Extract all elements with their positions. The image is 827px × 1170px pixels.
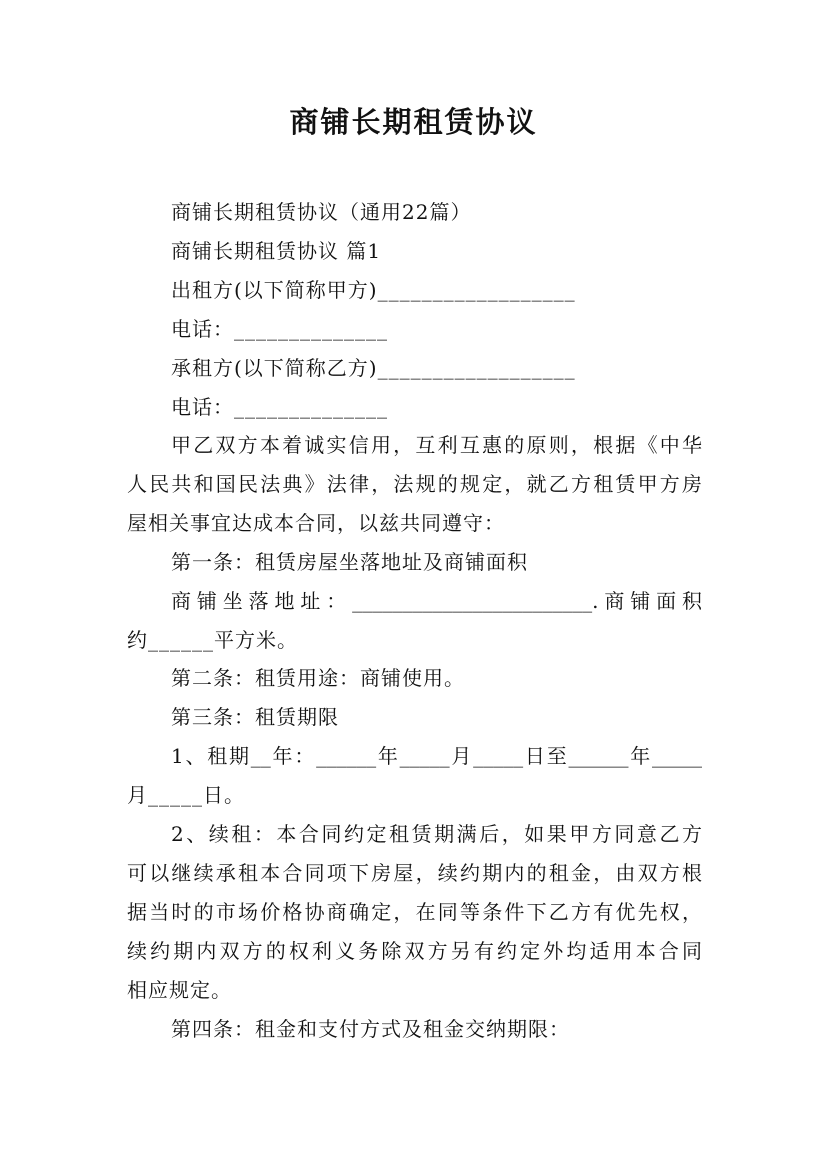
lessor-line: 出租方(以下简称甲方)__________________ [171,278,576,302]
paragraph-line: 约______平方米。 [127,628,298,652]
paragraph-line: 续约期内双方的权利义务除双方另有约定外均适用本合同 [127,939,702,963]
paragraph-line: 月_____日。 [127,783,245,807]
section-heading: 商铺长期租赁协议 篇1 [171,239,382,263]
article-heading: 第四条：租金和支付方式及租金交纳期限： [171,1017,570,1041]
paragraph-line: 人民共和国民法典》法律，法规的规定，就乙方租赁甲方房 [127,472,702,496]
paragraph-line: 相应规定。 [127,978,232,1002]
article-heading: 第三条：租赁期限 [171,705,339,729]
paragraph-line: 商铺坐落地址：________________________.商铺面积 [171,589,702,613]
paragraph-line: 甲乙双方本着诚实信用，互利互惠的原则，根据《中华 [171,433,702,457]
lessee-phone-line: 电话：______________ [171,395,388,419]
article-heading: 第一条：租赁房屋坐落地址及商铺面积 [171,550,528,574]
subtitle-line: 商铺长期租赁协议（通用22篇） [171,200,472,224]
paragraph-line: 可以继续承租本合同项下房屋，续约期内的租金，由双方根 [127,861,702,885]
paragraph-line: 屋相关事宜达成本合同，以兹共同遵守： [127,511,505,535]
article-heading: 第二条：租赁用途：商铺使用。 [171,666,465,690]
lessee-line: 承租方(以下简称乙方)__________________ [171,356,576,380]
paragraph-line: 1、租期__年：______年_____月_____日至______年_____ [171,744,702,768]
lessor-phone-line: 电话：______________ [171,317,388,341]
document-title: 商铺长期租赁协议 [289,105,538,139]
paragraph-line: 据当时的市场价格协商确定，在同等条件下乙方有优先权， [127,900,702,924]
paragraph-line: 2、续租：本合同约定租赁期满后，如果甲方同意乙方 [171,822,702,846]
